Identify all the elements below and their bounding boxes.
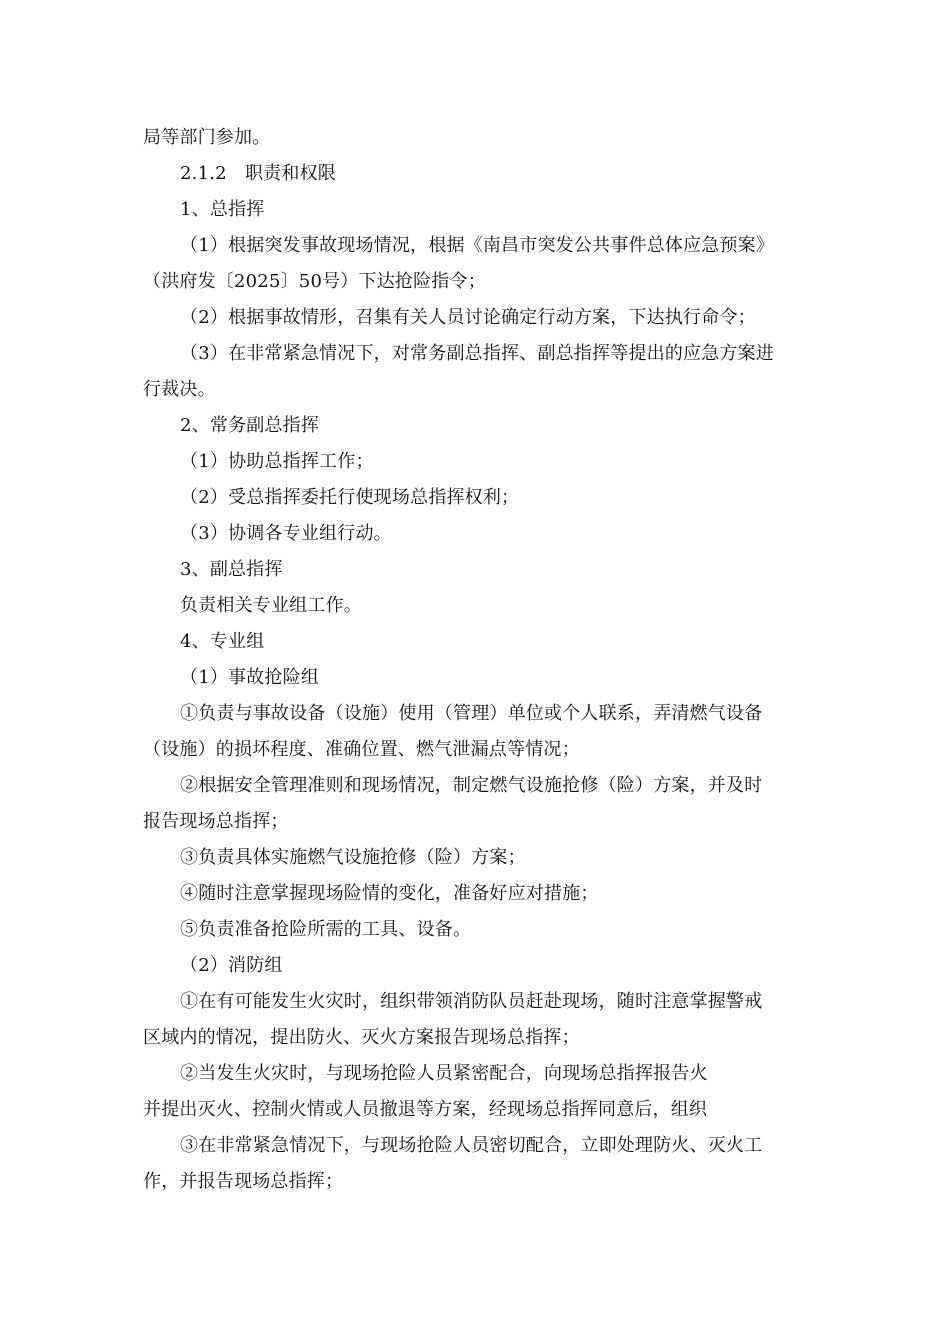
subheading: 3、副总指挥 — [180, 559, 283, 580]
text-line: ①在有可能发生火灾时，组织带领消防队员赶赴现场，随时注意掌握警戒 — [180, 991, 763, 1012]
text-line: ③在非常紧急情况下，与现场抢险人员密切配合，立即处理防火、灭火工 — [180, 1135, 763, 1156]
text-line: （1）事故抢险组 — [180, 667, 320, 688]
text-line: ②根据安全管理准则和现场情况，制定燃气设施抢修（险）方案，并及时 — [180, 775, 763, 796]
text-line: 负责相关专业组工作。 — [180, 595, 362, 616]
text-line: 区域内的情况，提出防火、灭火方案报告现场总指挥； — [143, 1027, 580, 1048]
text-line: 局等部门参加。 — [143, 127, 271, 148]
text-line: ⑤负责准备抢险所需的工具、设备。 — [180, 919, 472, 940]
text-line: 并提出灭火、控制火情或人员撤退等方案，经现场总指挥同意后，组织 — [143, 1099, 708, 1120]
text-line: 行裁决。 — [143, 379, 216, 400]
text-line: （1）根据突发事故现场情况，根据《南昌市突发公共事件总体应急预案》 — [180, 235, 775, 256]
subheading: （2）消防组 — [180, 955, 283, 976]
section-heading: 2.1.2 职责和权限 — [180, 163, 336, 184]
text-line: 作，并报告现场总指挥； — [143, 1171, 344, 1192]
text-line: （3）协调各专业组行动。 — [180, 523, 392, 544]
text-line: （设施）的损坏程度、准确位置、燃气泄漏点等情况； — [143, 739, 580, 760]
text-line: ④随时注意掌握现场险情的变化，准备好应对措施； — [180, 883, 599, 904]
text-line: ①负责与事故设备（设施）使用（管理）单位或个人联系，弄清燃气设备 — [180, 703, 763, 724]
subheading: 2、常务副总指挥 — [180, 415, 320, 436]
text-line: （1）协助总指挥工作； — [180, 451, 374, 472]
text-line: ②当发生火灾时，与现场抢险人员紧密配合，向现场总指挥报告火 — [180, 1063, 708, 1084]
text-line: 报告现场总指挥； — [143, 811, 289, 832]
text-line: （2）根据事故情形，召集有关人员讨论确定行动方案，下达执行命令； — [180, 307, 756, 328]
subheading: 1、总指挥 — [180, 199, 265, 220]
text-line: （2）受总指挥委托行使现场总指挥权利； — [180, 487, 520, 508]
text-line: （3）在非常紧急情况下，对常务副总指挥、副总指挥等提出的应急方案进 — [180, 343, 775, 364]
text-line: （洪府发〔2025〕50号）下达抢险指令； — [143, 271, 486, 292]
text-line: ③负责具体实施燃气设施抢修（险）方案； — [180, 847, 526, 868]
subheading: 4、专业组 — [180, 631, 265, 652]
